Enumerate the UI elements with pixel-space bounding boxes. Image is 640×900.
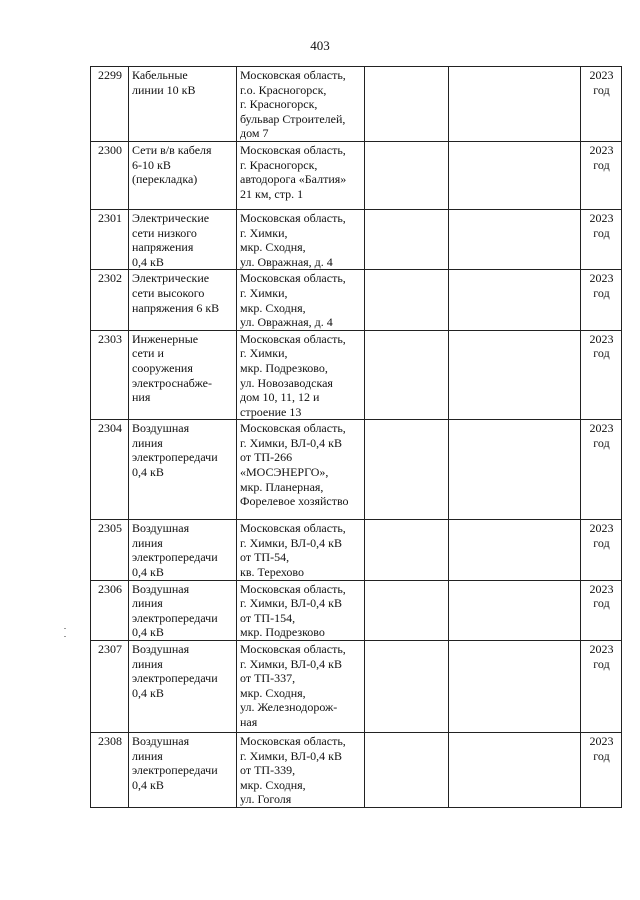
address-line: Московская область, [240,421,346,436]
address-line: от ТП-154, [240,610,296,625]
object-name-line: напряжения 6 кВ [132,300,220,315]
address-line: ул. Овражная, д. 4 [240,315,333,330]
address-line: от ТП-337, [240,671,296,686]
object-name-line: Воздушная [132,521,190,536]
object-name-line: линия [132,656,163,671]
address-cell [237,520,365,580]
year-line: год [593,435,610,450]
table-row [91,520,622,580]
scan-speck [64,636,66,637]
object-name-cell [129,580,237,640]
year-line: год [593,656,610,671]
object-name-cell [129,520,237,580]
address-line: г. Химки, ВЛ-0,4 кВ [240,535,343,550]
object-name-cell [129,733,237,808]
table-row [91,641,622,733]
object-name-cell [129,209,237,269]
empty-cell [449,420,581,520]
year-line: год [593,535,610,550]
address-line: ул. Железнодорож- [240,700,338,715]
object-name-line: линия [132,535,163,550]
address-line: г. Красногорск, [240,97,318,112]
object-name-cell [129,67,237,142]
address-line: кв. Терехово [240,565,304,580]
row-number-cell: 2300 [91,141,129,209]
object-name-line: Воздушная [132,642,190,657]
object-name-line: 0,4 кВ [132,777,164,792]
year-line: 2023 [589,210,614,225]
empty-cell [449,520,581,580]
address-line: 21 км, стр. 1 [240,186,304,201]
row-number-cell: 2305 [91,520,129,580]
object-name-line: сети высокого [132,285,205,300]
address-line: «МОСЭНЕРГО», [240,465,329,480]
address-line: Московская область, [240,642,346,657]
empty-cell [449,67,581,142]
object-name-line: 6-10 кВ [132,157,171,172]
empty-cell [365,270,449,330]
address-line: мкр. Сходня, [240,685,306,700]
row-number-cell: 2306 [91,580,129,640]
address-line: бульвар Строителей, [240,111,346,126]
object-name-cell [129,641,237,733]
object-name-line: линии 10 кВ [132,82,196,97]
year-cell [581,330,622,420]
empty-cell [365,733,449,808]
address-cell [237,641,365,733]
object-name-line: сети низкого [132,225,197,240]
empty-cell [449,209,581,269]
address-line: г.о. Красногорск, [240,82,327,97]
table-row [91,141,622,209]
address-line: Московская область, [240,331,346,346]
empty-cell [365,141,449,209]
object-name-line: электропередачи [132,671,218,686]
year-line: год [593,346,610,361]
address-line: г. Красногорск, [240,157,318,172]
year-cell [581,270,622,330]
object-name-line: Электрические [132,210,210,225]
year-line: 2023 [589,68,614,82]
address-line: Московская область, [240,521,346,536]
row-number-cell: 2299 [91,67,129,142]
row-number-cell: 2301 [91,209,129,269]
object-name-line: 0,4 кВ [132,254,164,269]
address-line: мкр. Планерная, [240,479,324,494]
year-cell [581,209,622,269]
object-name-line: сети и [132,346,164,361]
address-line: ул. Овражная, д. 4 [240,254,333,269]
object-name-line: электропередачи [132,550,218,565]
table-row [91,67,622,142]
object-name-line: электропередачи [132,450,218,465]
object-name-line: электроснабже- [132,375,212,390]
table-row [91,270,622,330]
address-line: г. Химки, [240,346,288,361]
address-line: г. Химки, [240,225,288,240]
object-name-line: Инженерные [132,331,199,346]
address-line: Московская область, [240,581,346,596]
year-cell [581,733,622,808]
table-row [91,420,622,520]
address-line: ул. Гоголя [240,792,292,807]
year-line: год [593,82,610,97]
address-line: строение 13 [240,404,302,419]
year-line: 2023 [589,581,614,596]
address-line: дом 7 [240,126,269,141]
address-line: мкр. Подрезково, [240,360,328,375]
year-cell [581,580,622,640]
year-line: год [593,157,610,172]
object-name-line: Воздушная [132,421,190,436]
address-line: от ТП-339, [240,763,296,778]
object-name-cell [129,330,237,420]
year-line: 2023 [589,734,614,749]
year-line: 2023 [589,331,614,346]
year-line: 2023 [589,271,614,286]
row-number-cell: 2303 [91,330,129,420]
address-line: от ТП-54, [240,550,290,565]
row-number-cell: 2308 [91,733,129,808]
scan-speck [64,628,66,629]
address-cell [237,209,365,269]
page-number: 403 [310,38,330,53]
registry-table [90,66,622,808]
address-line: Форелевое хозяйство [240,494,349,509]
address-line: Московская область, [240,734,346,749]
object-name-line: (перекладка) [132,172,198,187]
year-line: 2023 [589,421,614,436]
empty-cell [365,209,449,269]
empty-cell [449,330,581,420]
address-cell [237,420,365,520]
address-line: мкр. Сходня, [240,777,306,792]
object-name-line: Воздушная [132,734,190,749]
object-name-cell [129,420,237,520]
object-name-line: Сети в/в кабеля [132,142,212,157]
object-name-line: линия [132,435,163,450]
object-name-cell [129,270,237,330]
address-line: г. Химки, ВЛ-0,4 кВ [240,748,343,763]
address-line: мкр. Сходня, [240,300,306,315]
address-line: Московская область, [240,210,346,225]
address-line: г. Химки, ВЛ-0,4 кВ [240,596,343,611]
year-line: год [593,596,610,611]
object-name-line: Электрические [132,271,210,286]
object-name-line: электропередачи [132,610,218,625]
empty-cell [449,270,581,330]
address-cell [237,67,365,142]
address-line: ная [240,715,258,729]
year-cell [581,141,622,209]
year-cell [581,641,622,733]
table-row [91,330,622,420]
address-line: автодорога «Балтия» [240,172,347,187]
address-line: г. Химки, [240,285,288,300]
address-cell [237,141,365,209]
object-name-line: 0,4 кВ [132,685,164,700]
empty-cell [365,580,449,640]
object-name-line: 0,4 кВ [132,625,164,640]
object-name-line: ния [132,390,151,405]
empty-cell [365,520,449,580]
address-line: мкр. Сходня, [240,240,306,255]
year-line: 2023 [589,521,614,536]
empty-cell [365,330,449,420]
object-name-line: 0,4 кВ [132,565,164,580]
address-line: мкр. Подрезково [240,625,325,640]
object-name-line: Воздушная [132,581,190,596]
year-cell [581,67,622,142]
object-name-cell [129,141,237,209]
object-name-line: напряжения [132,240,194,255]
year-line: 2023 [589,642,614,657]
address-line: Московская область, [240,271,346,286]
row-number-cell: 2304 [91,420,129,520]
address-line: Московская область, [240,68,346,82]
address-line: г. Химки, ВЛ-0,4 кВ [240,435,343,450]
empty-cell [365,641,449,733]
row-number-cell: 2302 [91,270,129,330]
year-cell [581,420,622,520]
year-line: 2023 [589,142,614,157]
address-line: от ТП-266 [240,450,293,465]
address-line: ул. Новозаводская [240,375,333,390]
table-row [91,733,622,808]
object-name-line: Кабельные [132,68,188,82]
year-line: год [593,285,610,300]
empty-cell [449,733,581,808]
address-line: г. Химки, ВЛ-0,4 кВ [240,656,343,671]
object-name-line: линия [132,748,163,763]
year-line: год [593,748,610,763]
empty-cell [449,580,581,640]
empty-cell [365,420,449,520]
address-cell [237,270,365,330]
object-name-line: 0,4 кВ [132,465,164,480]
address-line: Московская область, [240,142,346,157]
row-number-cell: 2307 [91,641,129,733]
empty-cell [449,141,581,209]
table-row [91,209,622,269]
address-cell [237,580,365,640]
table-body [91,67,622,808]
object-name-line: линия [132,596,163,611]
empty-cell [449,641,581,733]
year-cell [581,520,622,580]
address-line: дом 10, 11, 12 и [240,390,320,405]
object-name-line: сооружения [132,360,193,375]
table-row [91,580,622,640]
address-cell [237,733,365,808]
year-line: год [593,225,610,240]
empty-cell [365,67,449,142]
object-name-line: электропередачи [132,763,218,778]
address-cell [237,330,365,420]
